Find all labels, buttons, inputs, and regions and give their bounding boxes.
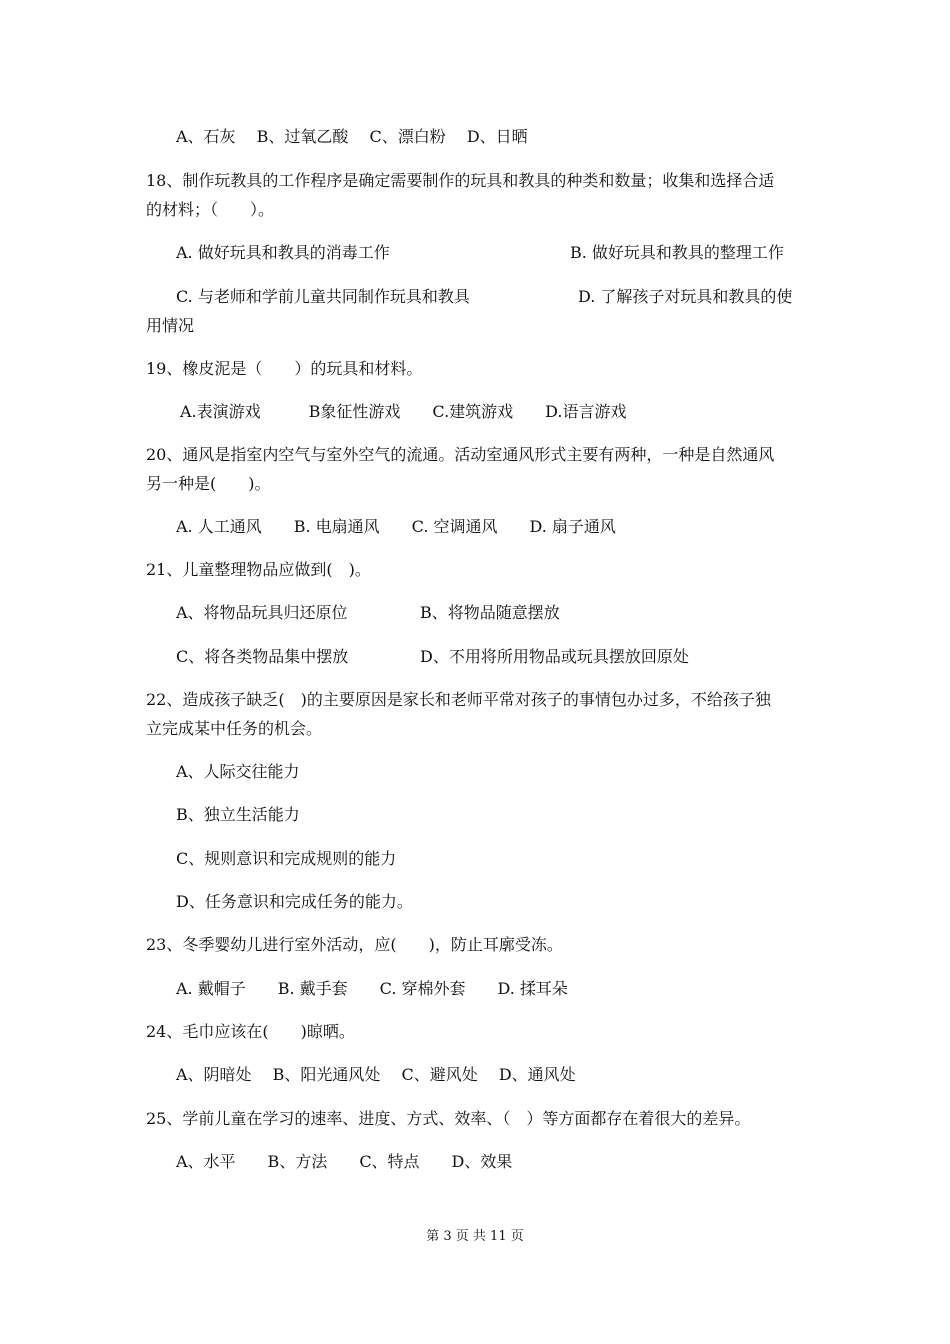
q18-option-d-line1: D. 了解孩子对玩具和教具的使 <box>578 287 793 306</box>
q20-stem-line2: 另一种是( )。 <box>146 474 271 493</box>
q22-option-b: B、独立生活能力 <box>176 805 300 824</box>
q25-stem: 25、学前儿童在学习的速率、进度、方式、效率、（ ）等方面都存在着很大的差异。 <box>146 1109 751 1128</box>
q22-stem-line2: 立完成某中任务的机会。 <box>146 719 323 738</box>
q21-stem: 21、儿童整理物品应做到( )。 <box>146 560 371 579</box>
q23-stem: 23、冬季婴幼儿进行室外活动，应( )，防止耳廓受冻。 <box>146 935 563 954</box>
q18-option-a: A. 做好玩具和教具的消毒工作 <box>176 243 390 262</box>
q22-option-a: A、人际交往能力 <box>176 762 300 781</box>
q18-option-b: B. 做好玩具和教具的整理工作 <box>570 243 784 262</box>
q24-stem: 24、毛巾应该在( )晾晒。 <box>146 1022 355 1041</box>
q22-option-c: C、规则意识和完成规则的能力 <box>176 849 397 868</box>
q20-stem-line1: 20、通风是指室内空气与室外空气的流通。活动室通风形式主要有两种，一种是自然通风 <box>146 445 775 464</box>
q19-stem: 19、橡皮泥是（ ）的玩具和材料。 <box>146 359 423 378</box>
q21-option-d: D、不用将所用物品或玩具摆放回原处 <box>420 647 689 666</box>
q18-stem-line1: 18、制作玩教具的工作程序是确定需要制作的玩具和教具的种类和数量；收集和选择合适 <box>146 171 775 190</box>
q21-option-c: C、将各类物品集中摆放 <box>176 647 349 666</box>
q25-options: A、水平 B、方法 C、特点 D、效果 <box>176 1152 513 1171</box>
q21-option-a: A、将物品玩具归还原位 <box>176 603 348 622</box>
q20-options: A. 人工通风 B. 电扇通风 C. 空调通风 D. 扇子通风 <box>176 517 616 536</box>
q18-option-c: C. 与老师和学前儿童共同制作玩具和教具 <box>176 287 470 306</box>
q19-options: A.表演游戏 B象征性游戏 C.建筑游戏 D.语言游戏 <box>180 402 627 421</box>
q18-stem-line2: 的材料；（ ）。 <box>146 200 275 219</box>
q21-option-b: B、将物品随意摆放 <box>420 603 560 622</box>
q22-stem-line1: 22、造成孩子缺乏( )的主要原因是家长和老师平常对孩子的事情包办过多，不给孩子独 <box>146 690 771 709</box>
q18-option-d-line2: 用情况 <box>146 316 195 335</box>
q23-options: A. 戴帽子 B. 戴手套 C. 穿棉外套 D. 揉耳朵 <box>176 979 568 998</box>
q24-options: A、阴暗处 B、阳光通风处 C、避风处 D、通风处 <box>176 1065 576 1084</box>
page-number: 第 3 页 共 11 页 <box>426 1229 524 1244</box>
q22-option-d: D、任务意识和完成任务的能力。 <box>176 892 413 911</box>
q17-options: A、石灰 B、过氧乙酸 C、漂白粉 D、日晒 <box>176 127 528 146</box>
